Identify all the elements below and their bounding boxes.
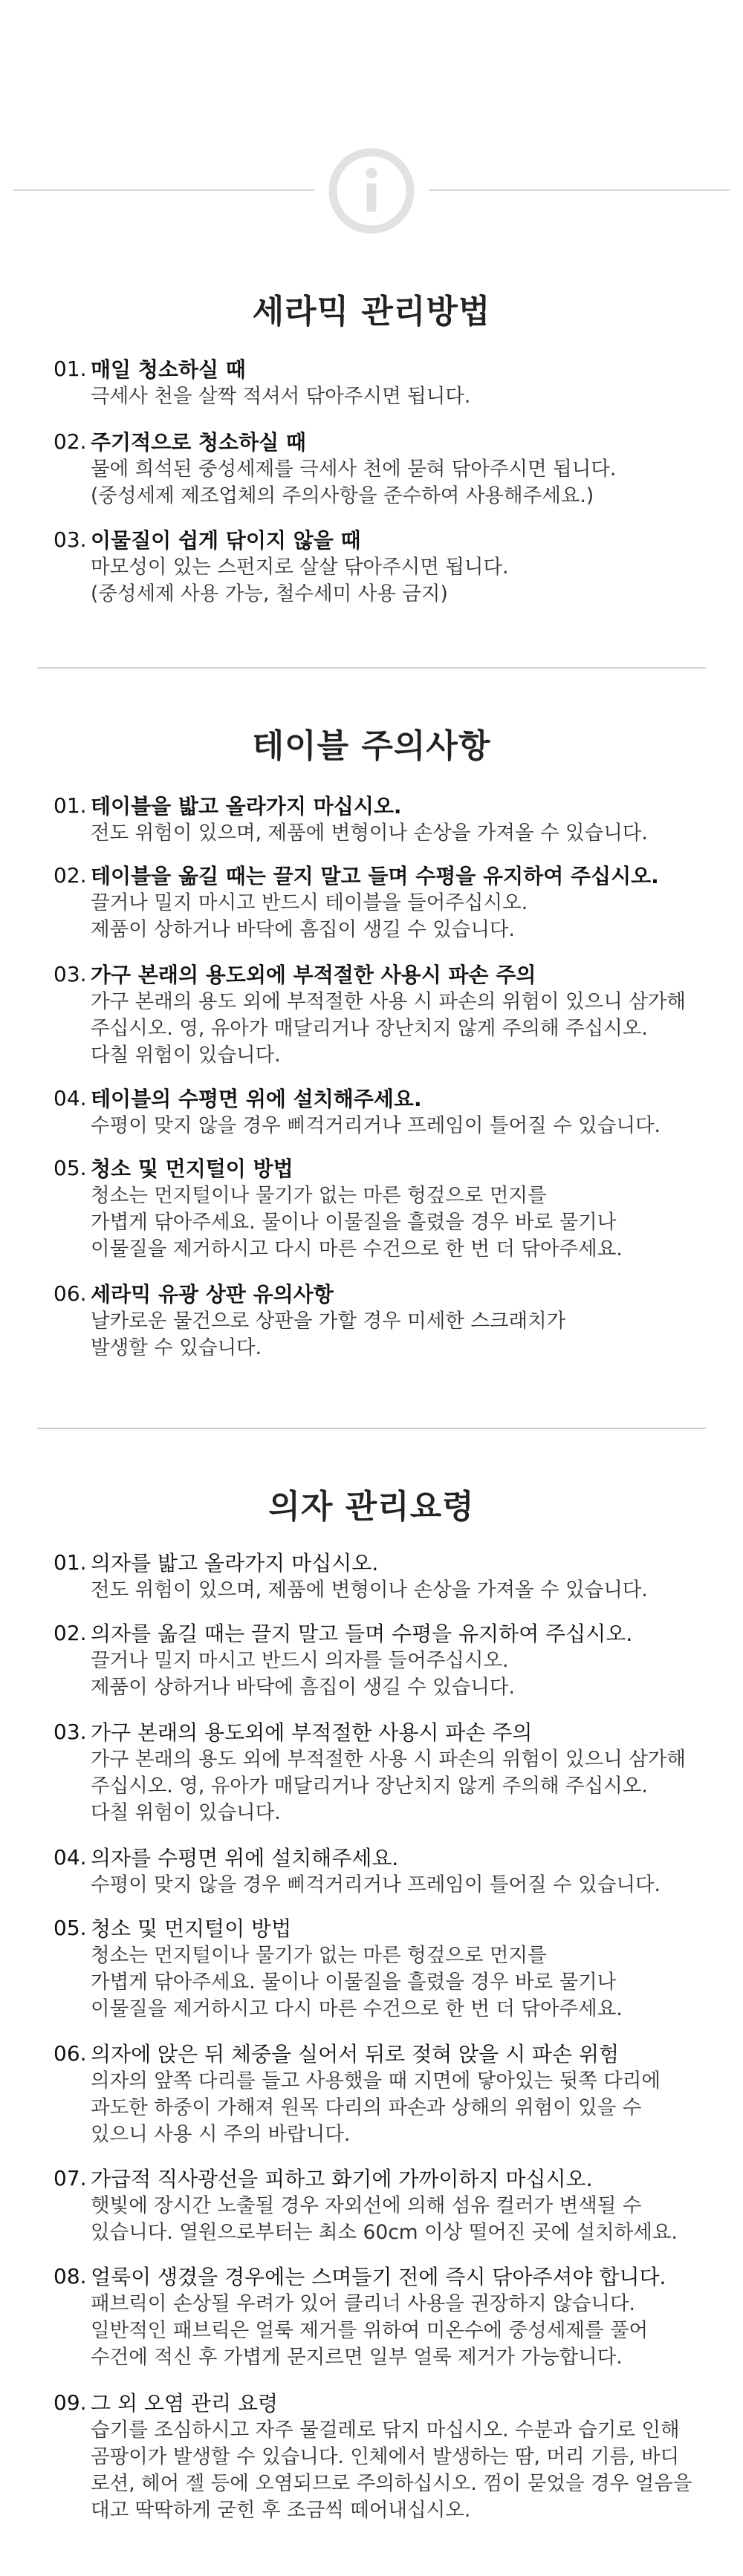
item-heading: 주기적으로 청소하실 때 bbox=[91, 430, 306, 455]
item-line: 이물질을 제거하시고 다시 마른 수건으로 한 번 더 닦아주세요. bbox=[91, 1997, 623, 2020]
item-line: 있습니다. 열원으로부터는 최소 60cm 이상 떨어진 곳에 설치하세요. bbox=[91, 2221, 678, 2244]
section-divider bbox=[37, 1428, 706, 1429]
info-header bbox=[0, 137, 743, 241]
item-number: 04. bbox=[53, 1086, 87, 1110]
section-title-chair-care: 의자 관리요령 bbox=[268, 1488, 475, 1526]
item-line: 수평이 맞지 않을 경우 삐걱거리거나 프레임이 틀어질 수 있습니다. bbox=[91, 1873, 661, 1896]
item-number: 06. bbox=[53, 2041, 87, 2066]
item-heading: 테이블을 옮길 때는 끌지 말고 들며 수평을 유지하여 주십시오. bbox=[91, 864, 659, 888]
item-line: 청소는 먼지털이나 물기가 없는 마른 헝겊으로 먼지를 bbox=[91, 1944, 547, 1967]
item-line: 제품이 상하거나 바닥에 흠집이 생길 수 있습니다. bbox=[91, 1676, 515, 1699]
item-heading: 가구 본래의 용도외에 부적절한 사용시 파손 주의 bbox=[91, 963, 536, 987]
item-line: 전도 위험이 있으며, 제품에 변형이나 손상을 가져올 수 있습니다. bbox=[91, 1578, 648, 1601]
item-heading: 테이블을 밟고 올라가지 마십시오. bbox=[91, 794, 402, 819]
item-line: 다칠 위험이 있습니다. bbox=[91, 1801, 281, 1824]
item-line: 마모성이 있는 스펀지로 살살 닦아주시면 됩니다. bbox=[91, 556, 509, 579]
item-number: 01. bbox=[53, 793, 87, 818]
item-line: 발생할 수 있습니다. bbox=[91, 1336, 262, 1359]
item-number: 03. bbox=[53, 527, 87, 552]
header-divider-right bbox=[429, 189, 730, 191]
item-number: 01. bbox=[53, 1550, 87, 1575]
item-heading: 가구 본래의 용도외에 부적절한 사용시 파손 주의 bbox=[91, 1720, 533, 1745]
item-heading: 청소 및 먼지털이 방법 bbox=[91, 1916, 292, 1941]
item-line: 날카로운 물건으로 상판을 가할 경우 미세한 스크래치가 bbox=[91, 1310, 566, 1333]
item-line: 로션, 헤어 젤 등에 오염되므로 주의하십시오. 껌이 묻었을 경우 얼음을 bbox=[91, 2472, 692, 2495]
item-line: 수건에 적신 후 가볍게 문지르면 일부 얼룩 제거가 가능합니다. bbox=[91, 2346, 623, 2369]
item-number: 09. bbox=[53, 2390, 87, 2415]
item-line: 청소는 먼지털이나 물기가 없는 마른 헝겊으로 먼지를 bbox=[91, 1184, 547, 1207]
item-heading: 그 외 오염 관리 요령 bbox=[91, 2391, 278, 2416]
item-line: 주십시오. 영, 유아가 매달리거나 장난치지 않게 주의해 주십시오. bbox=[91, 1017, 648, 1040]
item-number: 03. bbox=[53, 962, 87, 986]
item-line: 가구 본래의 용도 외에 부적절한 사용 시 파손의 위험이 있으니 삼가해 bbox=[91, 1748, 687, 1771]
item-heading: 의자를 수평면 위에 설치해주세요. bbox=[91, 1846, 399, 1870]
section-title-ceramic-care: 세라믹 관리방법 bbox=[252, 293, 491, 331]
item-heading: 의자를 밟고 올라가지 마십시오. bbox=[91, 1551, 379, 1575]
item-line: 끌거나 밀지 마시고 반드시 의자를 들어주십시오. bbox=[91, 1649, 509, 1672]
item-heading: 가급적 직사광선을 피하고 화기에 가까이하지 마십시오. bbox=[91, 2167, 593, 2191]
item-line: 있으니 사용 시 주의 바랍니다. bbox=[91, 2123, 351, 2146]
item-line: 가볍게 닦아주세요. 물이나 이물질을 흘렸을 경우 바로 물기나 bbox=[91, 1971, 617, 1994]
item-number: 02. bbox=[53, 863, 87, 888]
info-icon bbox=[327, 146, 416, 235]
item-number: 02. bbox=[53, 1621, 87, 1645]
item-line: 다칠 위험이 있습니다. bbox=[91, 1044, 281, 1067]
item-heading: 얼룩이 생겼을 경우에는 스며들기 전에 즉시 닦아주셔야 합니다. bbox=[91, 2265, 666, 2289]
item-heading: 이물질이 쉽게 닦이지 않을 때 bbox=[91, 528, 361, 553]
item-line: 극세사 천을 살짝 적셔서 닦아주시면 됩니다. bbox=[91, 385, 471, 408]
item-number: 01. bbox=[53, 357, 87, 381]
item-line: (중성세제 제조업체의 주의사항을 준수하여 사용해주세요.) bbox=[91, 484, 594, 507]
item-number: 05. bbox=[53, 1156, 87, 1180]
item-number: 03. bbox=[53, 1720, 87, 1744]
item-line: 수평이 맞지 않을 경우 삐걱거리거나 프레임이 틀어질 수 있습니다. bbox=[91, 1114, 661, 1137]
item-number: 06. bbox=[53, 1281, 87, 1306]
item-line: 가구 본래의 용도 외에 부적절한 사용 시 파손의 위험이 있으니 삼가해 bbox=[91, 990, 687, 1013]
item-line: 곰팡이가 발생할 수 있습니다. 인체에서 발생하는 땀, 머리 기름, 바디 bbox=[91, 2445, 680, 2468]
section-divider bbox=[37, 667, 706, 669]
item-line: 물에 희석된 중성세제를 극세사 천에 묻혀 닦아주시면 됩니다. bbox=[91, 458, 617, 481]
item-line: 가볍게 닦아주세요. 물이나 이물질을 흘렸을 경우 바로 물기나 bbox=[91, 1211, 617, 1234]
header-divider-left bbox=[13, 189, 314, 191]
item-number: 07. bbox=[53, 2166, 87, 2190]
item-number: 04. bbox=[53, 1845, 87, 1870]
item-line: 대고 딱딱하게 굳힌 후 조금씩 떼어내십시오. bbox=[91, 2499, 471, 2522]
item-heading: 테이블의 수평면 위에 설치해주세요. bbox=[91, 1087, 422, 1111]
item-line: 일반적인 패브릭은 얼룩 제거를 위하여 미온수에 중성세제를 풀어 bbox=[91, 2319, 649, 2342]
item-heading: 의자에 앉은 뒤 체중을 실어서 뒤로 젖혀 앉을 시 파손 위험 bbox=[91, 2042, 620, 2066]
item-line: 주십시오. 영, 유아가 매달리거나 장난치지 않게 주의해 주십시오. bbox=[91, 1775, 648, 1798]
item-line: 제품이 상하거나 바닥에 흠집이 생길 수 있습니다. bbox=[91, 918, 515, 941]
item-line: 의자의 앞쪽 다리를 들고 사용했을 때 지면에 닿아있는 뒷쪽 다리에 bbox=[91, 2069, 661, 2092]
section-title-table-cautions: 테이블 주의사항 bbox=[252, 727, 491, 765]
item-number: 05. bbox=[53, 1916, 87, 1940]
item-number: 08. bbox=[53, 2264, 87, 2289]
item-line: 이물질을 제거하시고 다시 마른 수건으로 한 번 더 닦아주세요. bbox=[91, 1237, 623, 1261]
item-line: 전도 위험이 있으며, 제품에 변형이나 손상을 가져올 수 있습니다. bbox=[91, 822, 648, 845]
item-heading: 청소 및 먼지털이 방법 bbox=[91, 1157, 293, 1181]
item-heading: 매일 청소하실 때 bbox=[91, 357, 246, 382]
item-line: 햇빛에 장시간 노출될 경우 자외선에 의해 섬유 컬러가 변색될 수 bbox=[91, 2194, 642, 2217]
item-line: 습기를 조심하시고 자주 물걸레로 닦지 마십시오. 수분과 습기로 인해 bbox=[91, 2419, 680, 2442]
item-heading: 세라믹 유광 상판 유의사항 bbox=[91, 1282, 334, 1307]
item-line: 끌거나 밀지 마시고 반드시 테이블을 들어주십시오. bbox=[91, 891, 528, 914]
item-heading: 의자를 옮길 때는 끌지 말고 들며 수평을 유지하여 주십시오. bbox=[91, 1622, 633, 1646]
item-line: 과도한 하중이 가해져 원목 다리의 파손과 상해의 위험이 있을 수 bbox=[91, 2096, 642, 2119]
item-number: 02. bbox=[53, 429, 87, 454]
item-line: (중성세제 사용 가능, 철수세미 사용 금지) bbox=[91, 582, 448, 605]
item-line: 패브릭이 손상될 우려가 있어 클리너 사용을 권장하지 않습니다. bbox=[91, 2292, 635, 2315]
